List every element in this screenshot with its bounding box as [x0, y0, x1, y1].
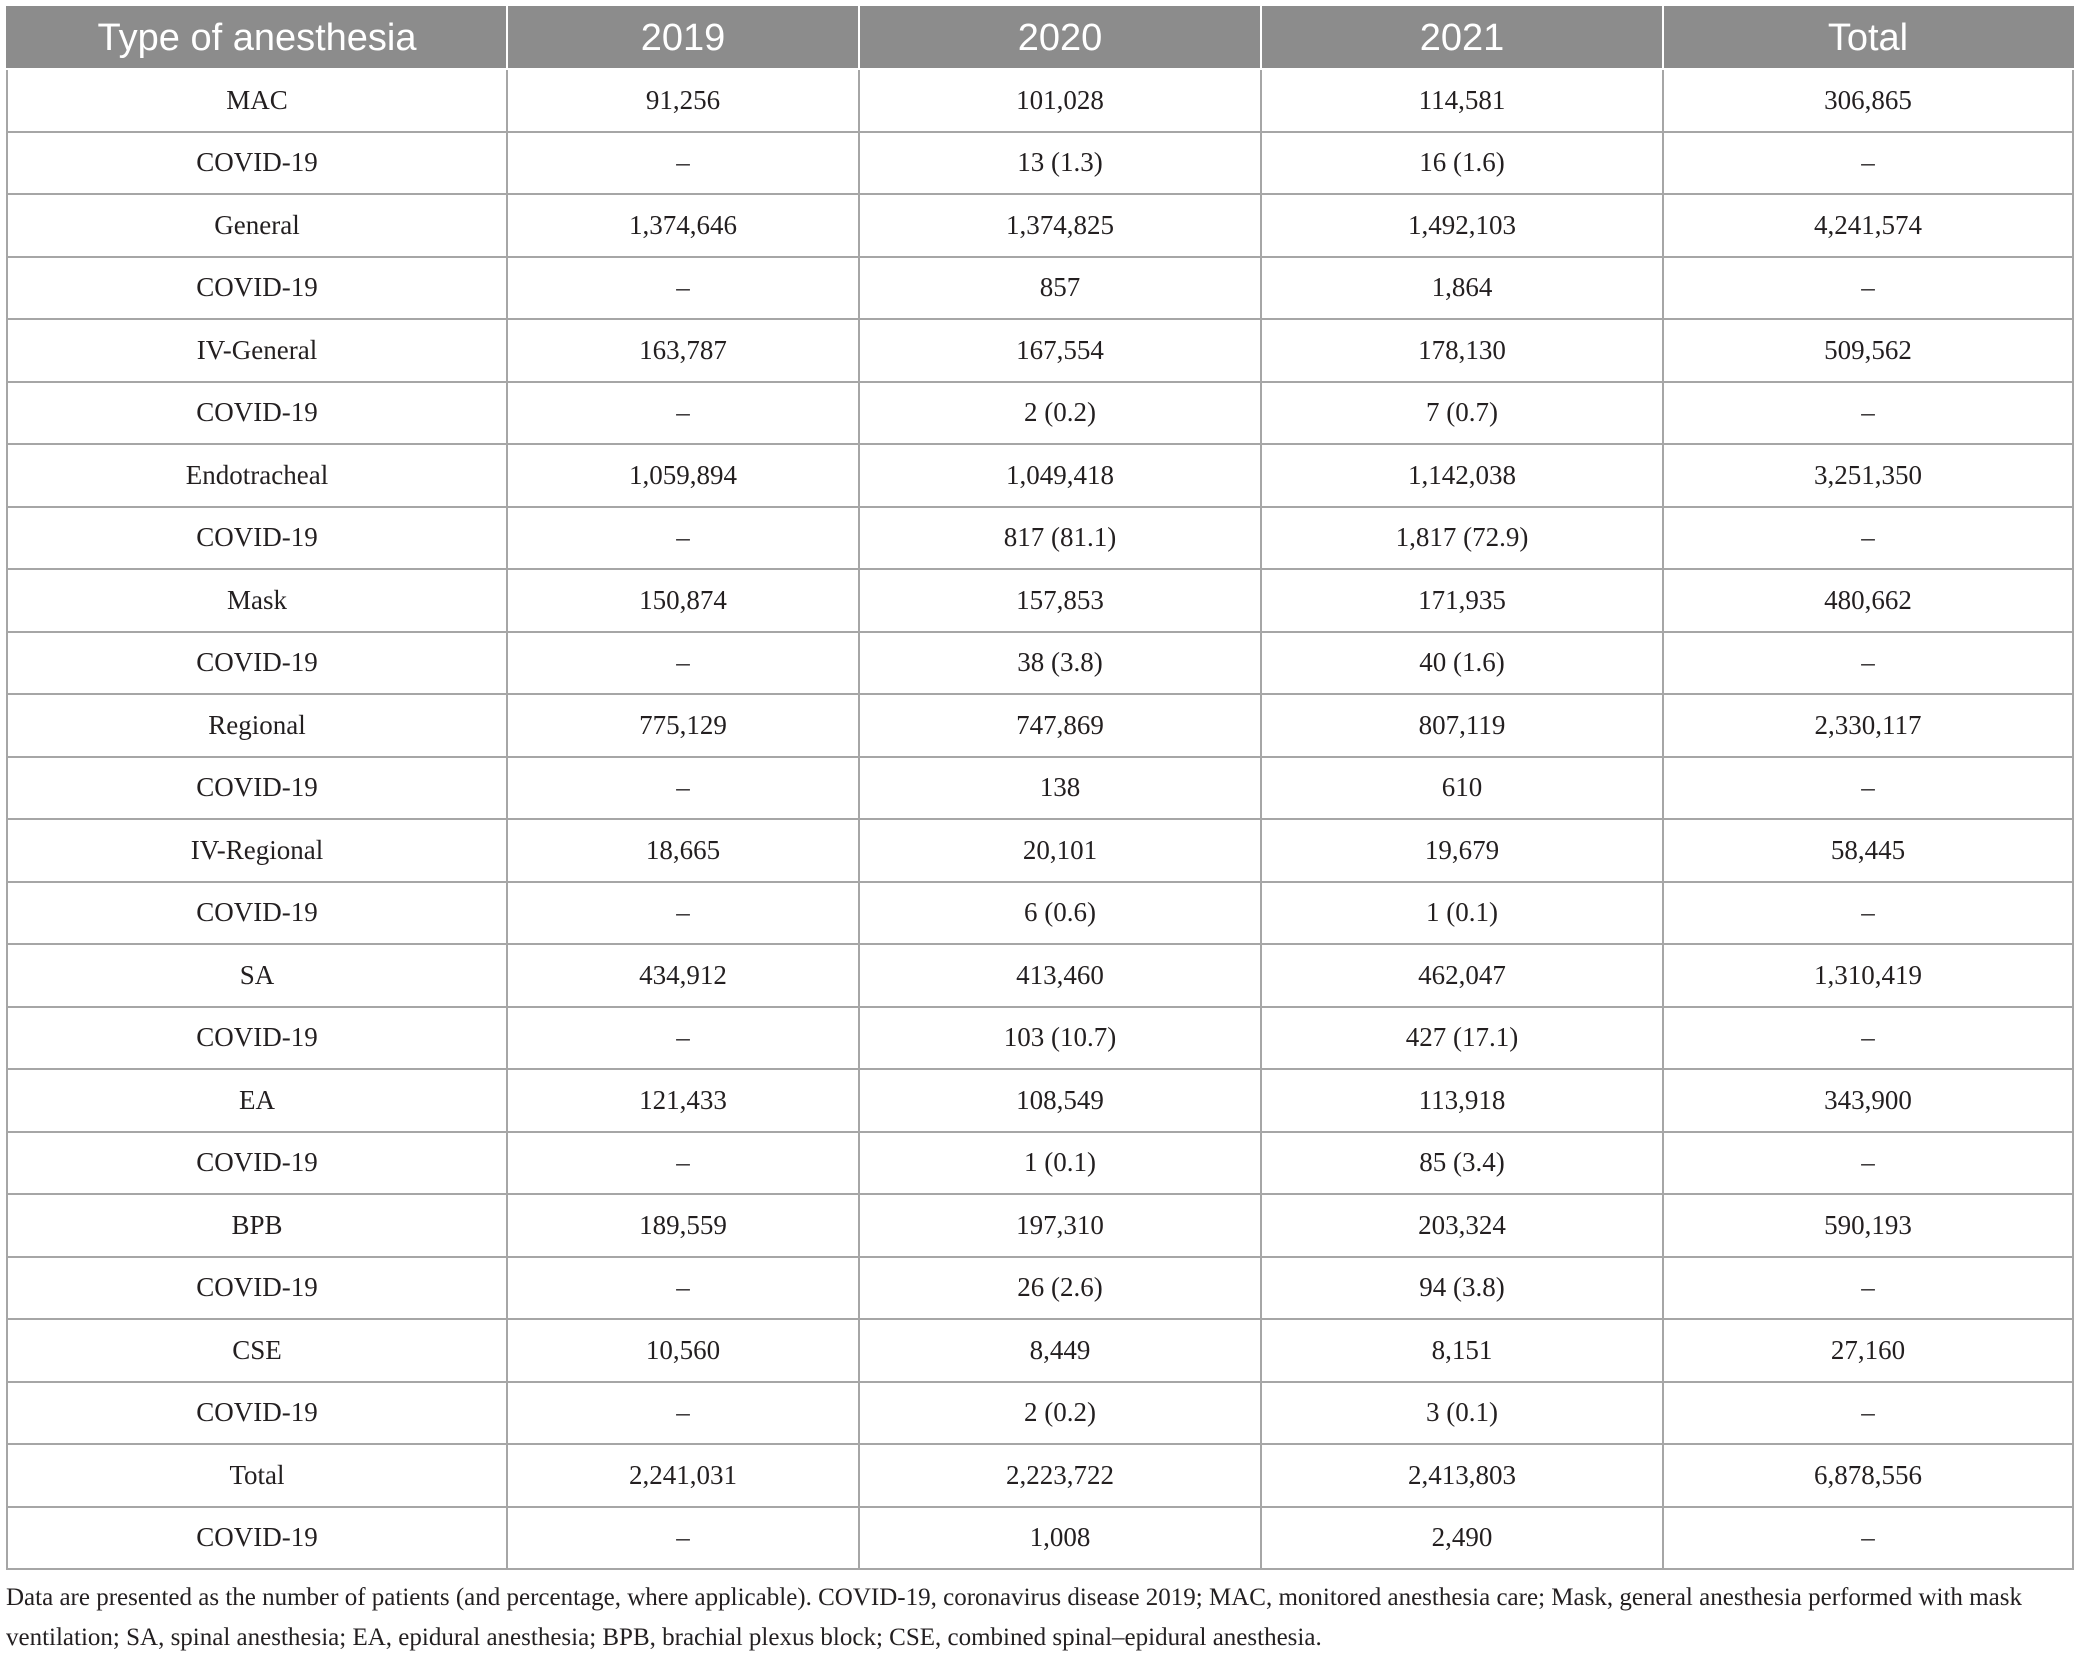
row-label-cell: BPB	[7, 1194, 507, 1257]
table-cell: 27,160	[1663, 1319, 2073, 1382]
table-cell: 3 (0.1)	[1261, 1382, 1663, 1445]
table-cell: 590,193	[1663, 1194, 2073, 1257]
table-cell: 413,460	[859, 944, 1261, 1007]
table-cell: 4,241,574	[1663, 194, 2073, 257]
table-cell: 6,878,556	[1663, 1444, 2073, 1507]
table-cell: 101,028	[859, 69, 1261, 132]
table-row	[7, 444, 2073, 507]
table-cell: –	[1663, 632, 2073, 695]
table-cell: 2,490	[1261, 1507, 1663, 1570]
table-cell: 807,119	[1261, 694, 1663, 757]
table-cell: –	[507, 507, 859, 570]
table-cell: 103 (10.7)	[859, 1007, 1261, 1070]
table-cell: –	[507, 757, 859, 820]
table-row	[7, 194, 2073, 257]
table-cell: 1,374,825	[859, 194, 1261, 257]
table-cell: 19,679	[1261, 819, 1663, 882]
table-row	[7, 132, 2073, 195]
table-cell: 16 (1.6)	[1261, 132, 1663, 195]
table-cell: –	[507, 1382, 859, 1445]
table-cell: 58,445	[1663, 819, 2073, 882]
row-label-cell: MAC	[7, 69, 507, 132]
table-cell: 2 (0.2)	[859, 382, 1261, 445]
table-cell: 94 (3.8)	[1261, 1257, 1663, 1320]
table-cell: 1,374,646	[507, 194, 859, 257]
table-cell: 8,151	[1261, 1319, 1663, 1382]
table-cell: 306,865	[1663, 69, 2073, 132]
table-cell: 38 (3.8)	[859, 632, 1261, 695]
table-row	[7, 1382, 2073, 1445]
table-cell: 817 (81.1)	[859, 507, 1261, 570]
table-row	[7, 319, 2073, 382]
table-cell: –	[1663, 1007, 2073, 1070]
table-cell: –	[1663, 1507, 2073, 1570]
row-label-cell: EA	[7, 1069, 507, 1132]
table-row	[7, 382, 2073, 445]
table-cell: –	[1663, 882, 2073, 945]
anesthesia-table	[6, 6, 2074, 1570]
table-cell: 462,047	[1261, 944, 1663, 1007]
table-cell: 6 (0.6)	[859, 882, 1261, 945]
row-label-cell: Mask	[7, 569, 507, 632]
header-type-of-anesthesia: Type of anesthesia	[7, 7, 507, 69]
row-label-cell: COVID-19	[7, 1007, 507, 1070]
table-cell: 1 (0.1)	[859, 1132, 1261, 1195]
table-cell: –	[507, 1507, 859, 1570]
row-label-cell: General	[7, 194, 507, 257]
table-row	[7, 632, 2073, 695]
table-cell: 178,130	[1261, 319, 1663, 382]
table-cell: 138	[859, 757, 1261, 820]
table-cell: 480,662	[1663, 569, 2073, 632]
table-cell: 108,549	[859, 1069, 1261, 1132]
row-label-cell: Total	[7, 1444, 507, 1507]
table-cell: 1,310,419	[1663, 944, 2073, 1007]
table-cell: –	[1663, 257, 2073, 320]
row-label-cell: COVID-19	[7, 882, 507, 945]
table-cell: 775,129	[507, 694, 859, 757]
row-label-cell: COVID-19	[7, 1257, 507, 1320]
table-row	[7, 882, 2073, 945]
table-row	[7, 1319, 2073, 1382]
table-cell: 20,101	[859, 819, 1261, 882]
table-row	[7, 944, 2073, 1007]
row-label-cell: IV-Regional	[7, 819, 507, 882]
row-label-cell: COVID-19	[7, 1132, 507, 1195]
header-total: Total	[1663, 7, 2073, 69]
table-body	[7, 69, 2073, 1569]
table-cell: 85 (3.4)	[1261, 1132, 1663, 1195]
table-cell: 427 (17.1)	[1261, 1007, 1663, 1070]
table-cell: –	[507, 132, 859, 195]
table-cell: 434,912	[507, 944, 859, 1007]
table-header	[7, 7, 2073, 69]
table-cell: 1,492,103	[1261, 194, 1663, 257]
table-cell: 610	[1261, 757, 1663, 820]
header-2019: 2019	[507, 7, 859, 69]
table-row	[7, 257, 2073, 320]
table-cell: 2,330,117	[1663, 694, 2073, 757]
row-label-cell: COVID-19	[7, 1507, 507, 1570]
table-cell: 2 (0.2)	[859, 1382, 1261, 1445]
table-cell: 113,918	[1261, 1069, 1663, 1132]
table-row	[7, 507, 2073, 570]
table-cell: 10,560	[507, 1319, 859, 1382]
header-2021: 2021	[1261, 7, 1663, 69]
table-cell: 167,554	[859, 319, 1261, 382]
table-row	[7, 1444, 2073, 1507]
table-row	[7, 757, 2073, 820]
row-label-cell: COVID-19	[7, 1382, 507, 1445]
table-row	[7, 1507, 2073, 1570]
table-cell: 13 (1.3)	[859, 132, 1261, 195]
table-cell: 1,817 (72.9)	[1261, 507, 1663, 570]
table-cell: –	[507, 1007, 859, 1070]
table-cell: 8,449	[859, 1319, 1261, 1382]
row-label-cell: COVID-19	[7, 757, 507, 820]
table-cell: 2,241,031	[507, 1444, 859, 1507]
row-label-cell: CSE	[7, 1319, 507, 1382]
table-row	[7, 1194, 2073, 1257]
row-label-cell: COVID-19	[7, 257, 507, 320]
table-cell: 7 (0.7)	[1261, 382, 1663, 445]
table-row	[7, 694, 2073, 757]
table-cell: –	[1663, 132, 2073, 195]
table-cell: 189,559	[507, 1194, 859, 1257]
header-row	[7, 7, 2073, 69]
table-cell: 3,251,350	[1663, 444, 2073, 507]
row-label-cell: COVID-19	[7, 382, 507, 445]
table-cell: 203,324	[1261, 1194, 1663, 1257]
table-cell: 197,310	[859, 1194, 1261, 1257]
table-row	[7, 1257, 2073, 1320]
table-cell: 18,665	[507, 819, 859, 882]
table-row	[7, 819, 2073, 882]
row-label-cell: IV-General	[7, 319, 507, 382]
table-row	[7, 569, 2073, 632]
table-cell: 747,869	[859, 694, 1261, 757]
row-label-cell: COVID-19	[7, 632, 507, 695]
row-label-cell: Regional	[7, 694, 507, 757]
table-cell: 26 (2.6)	[859, 1257, 1261, 1320]
row-label-cell: SA	[7, 944, 507, 1007]
table-cell: 163,787	[507, 319, 859, 382]
table-cell: –	[507, 257, 859, 320]
row-label-cell: Endotracheal	[7, 444, 507, 507]
table-cell: 2,413,803	[1261, 1444, 1663, 1507]
table-cell: 1 (0.1)	[1261, 882, 1663, 945]
table-cell: 1,049,418	[859, 444, 1261, 507]
table-row	[7, 1132, 2073, 1195]
table-cell: 150,874	[507, 569, 859, 632]
table-cell: –	[507, 1257, 859, 1320]
table-row	[7, 1069, 2073, 1132]
table-cell: 114,581	[1261, 69, 1663, 132]
row-label-cell: COVID-19	[7, 507, 507, 570]
table-cell: –	[507, 632, 859, 695]
table-cell: 857	[859, 257, 1261, 320]
table-cell: 343,900	[1663, 1069, 2073, 1132]
table-cell: –	[507, 882, 859, 945]
table-row	[7, 69, 2073, 132]
table-cell: –	[1663, 1132, 2073, 1195]
table-cell: –	[1663, 1382, 2073, 1445]
table-cell: –	[507, 382, 859, 445]
table-cell: 2,223,722	[859, 1444, 1261, 1507]
table-cell: –	[507, 1132, 859, 1195]
header-2020: 2020	[859, 7, 1261, 69]
table-cell: 509,562	[1663, 319, 2073, 382]
table-cell: –	[1663, 507, 2073, 570]
table-row	[7, 1007, 2073, 1070]
table-cell: –	[1663, 757, 2073, 820]
table-cell: 1,008	[859, 1507, 1261, 1570]
table-cell: 121,433	[507, 1069, 859, 1132]
table-cell: –	[1663, 1257, 2073, 1320]
row-label-cell: COVID-19	[7, 132, 507, 195]
table-cell: 91,256	[507, 69, 859, 132]
table-cell: 171,935	[1261, 569, 1663, 632]
table-cell: –	[1663, 382, 2073, 445]
table-cell: 157,853	[859, 569, 1261, 632]
table-cell: 40 (1.6)	[1261, 632, 1663, 695]
table-cell: 1,142,038	[1261, 444, 1663, 507]
table-footnote: Data are presented as the number of patients (and percentage, where applicable). COVID-19, coronavirus disease 2019; MAC, monitored anesthesia care; Mask, general anesthesia performed with mask ventilation; SA, spinal anesthesia; EA, epidural anesthesia; BPB, brachial plexus block; CSE, combined spinal–epidural anesthesia.	[6, 1584, 2022, 1651]
anesthesia-table-container	[6, 6, 2072, 1570]
table-cell: 1,864	[1261, 257, 1663, 320]
table-cell: 1,059,894	[507, 444, 859, 507]
